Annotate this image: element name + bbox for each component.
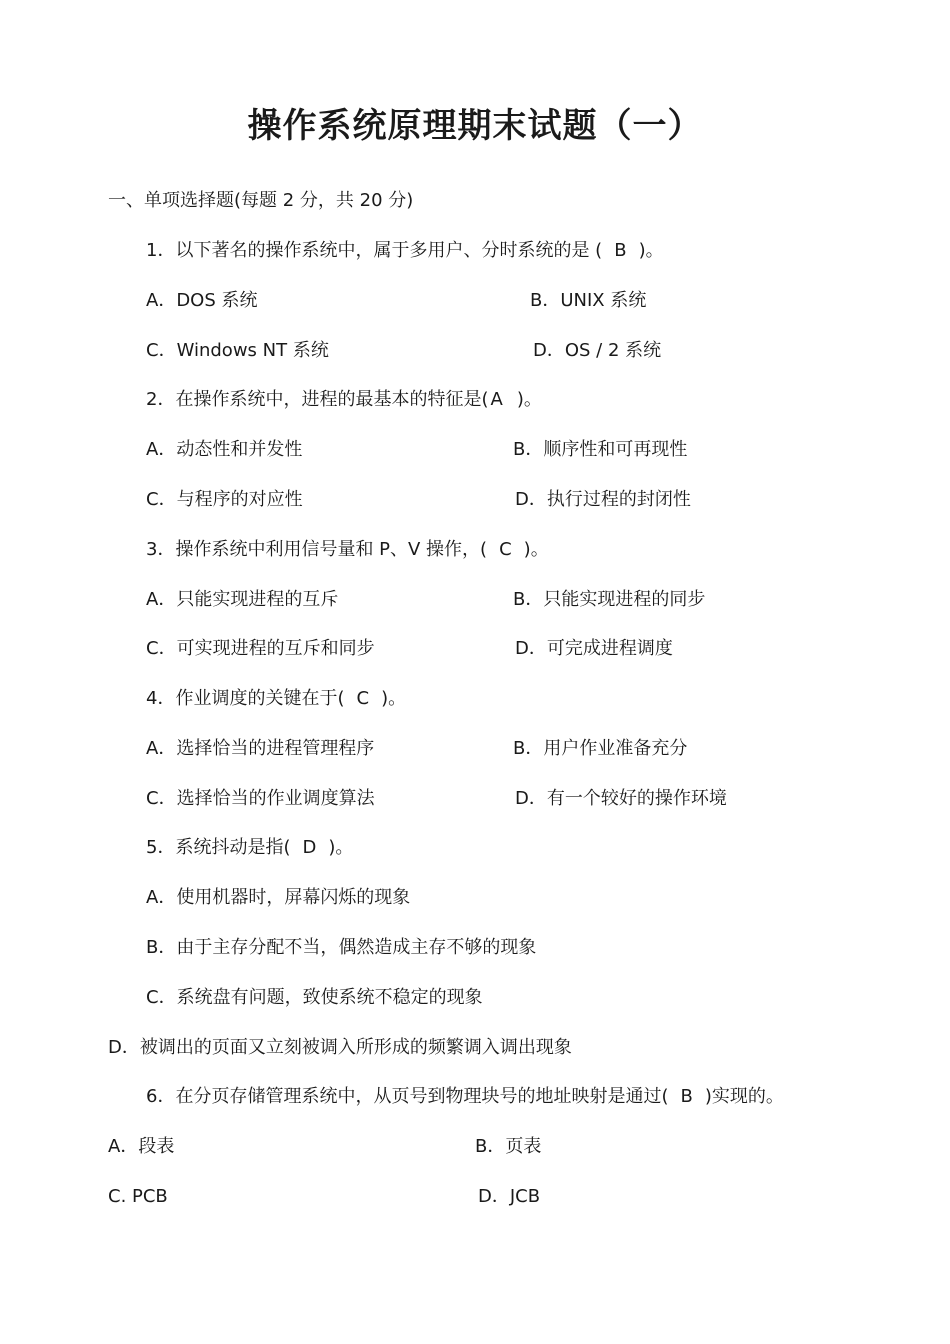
question-2-option-b: B．顺序性和可再现性 (513, 439, 688, 460)
question-5-option-a: A．使用机器时，屏幕闪烁的现象 (146, 887, 411, 908)
question-6-stem (146, 1085, 784, 1109)
question-5-option-b: B．由于主存分配不当，偶然造成主存不够的现象 (146, 937, 537, 958)
question-6-option-a: A．段表 (108, 1136, 175, 1157)
answer-mark: B (680, 1086, 693, 1107)
question-stem-text: 3．操作系统中利用信号量和 P、V 操作，( (146, 539, 488, 560)
question-stem-tail: )。 (523, 539, 549, 560)
question-stem-text: 2．在操作系统中，进程的最基本的特征是( (146, 389, 489, 410)
question-stem-tail: )。 (328, 837, 354, 858)
question-3-stem (146, 538, 549, 562)
question-stem-tail: )。 (516, 389, 542, 410)
question-2-stem (146, 388, 542, 412)
question-stem-tail: )。 (638, 240, 664, 261)
question-1-stem (146, 239, 664, 263)
section-heading: 一、单项选择题(每题 2 分，共 20 分) (108, 190, 414, 211)
page-title: 操作系统原理期末试题（一） (247, 106, 703, 146)
question-3-option-c: C．可实现进程的互斥和同步 (146, 638, 375, 659)
answer-mark: B (614, 240, 627, 261)
question-5-option-d: D．被调出的页面又立刻被调入所形成的频繁调入调出现象 (108, 1037, 572, 1058)
question-3-option-a: A．只能实现进程的互斥 (146, 589, 339, 610)
question-stem-text: 6．在分页存储管理系统中，从页号到物理块号的地址映射是通过( (146, 1086, 669, 1107)
answer-mark: C (499, 539, 512, 560)
question-1-option-d: D．OS / 2 系统 (533, 340, 662, 361)
question-5-option-c: C．系统盘有问题，致使系统不稳定的现象 (146, 987, 483, 1008)
question-1-option-a: A．DOS 系统 (146, 290, 258, 311)
question-stem-text: 4．作业调度的关键在于( (146, 688, 345, 709)
question-6-option-c: C. PCB (108, 1186, 168, 1207)
question-5-stem (146, 836, 353, 860)
question-3-option-b: B．只能实现进程的同步 (513, 589, 706, 610)
question-6-option-d: D．JCB (478, 1186, 541, 1207)
question-4-option-a: A．选择恰当的进程管理程序 (146, 738, 375, 759)
question-2-option-c: C．与程序的对应性 (146, 489, 303, 510)
question-4-stem (146, 687, 406, 711)
question-4-option-b: B．用户作业准备充分 (513, 738, 688, 759)
answer-mark: C (356, 688, 370, 709)
question-2-option-d: D．执行过程的封闭性 (515, 489, 691, 510)
question-3-option-d: D．可完成进程调度 (515, 638, 673, 659)
question-1-option-b: B．UNIX 系统 (530, 290, 647, 311)
question-4-option-d: D．有一个较好的操作环境 (515, 788, 727, 809)
question-stem-text: 1．以下著名的操作系统中，属于多用户、分时系统的是 ( (146, 240, 603, 261)
answer-mark: A (490, 389, 503, 410)
question-1-option-c: C．Windows NT 系统 (146, 340, 329, 361)
question-6-option-b: B．页表 (475, 1136, 542, 1157)
question-stem-tail: )实现的。 (704, 1086, 784, 1107)
question-2-option-a: A．动态性和并发性 (146, 439, 303, 460)
question-stem-text: 5．系统抖动是指( (146, 837, 291, 858)
answer-mark: D (302, 837, 317, 858)
question-stem-tail: )。 (381, 688, 407, 709)
question-4-option-c: C．选择恰当的作业调度算法 (146, 788, 375, 809)
